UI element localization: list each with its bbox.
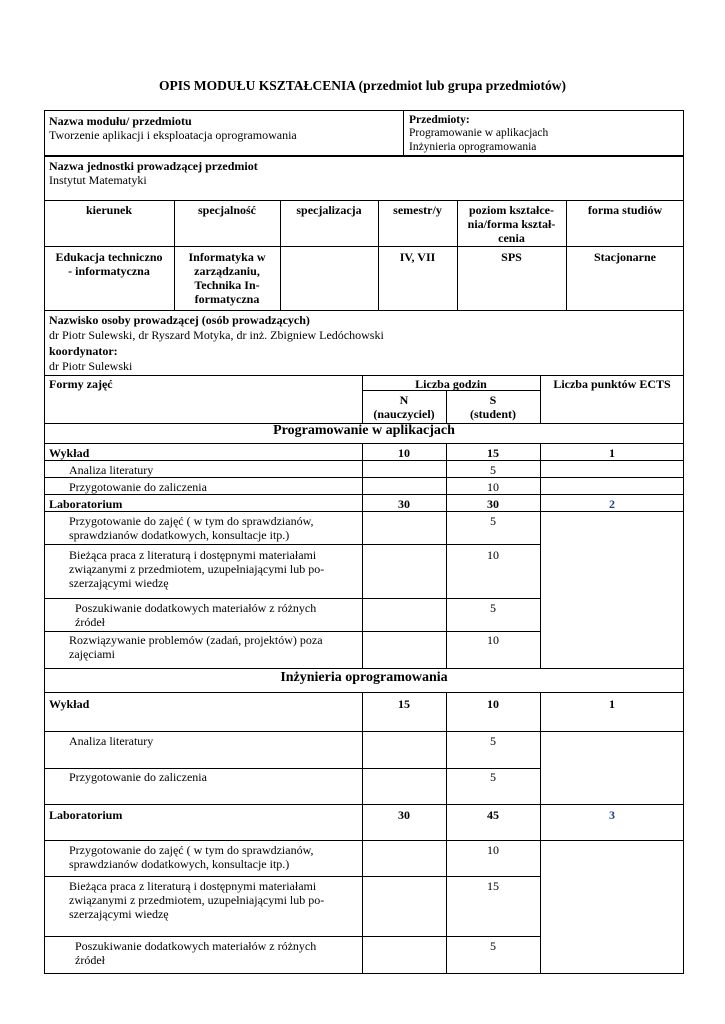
subject-2: Inżynieria oprogramowania	[409, 141, 537, 153]
s-header: S (student)	[469, 393, 516, 421]
page-title: OPIS MODUŁU KSZTAŁCENIA (przedmiot lub grupa przedmiotów)	[158, 78, 567, 93]
s2-lecture-item-2-s: 5	[490, 770, 496, 784]
s1-lecture-item-1-s: 5	[490, 463, 496, 477]
value-forma: Stacjonarne	[594, 250, 656, 264]
s2-lecture-item-1: Analiza literatury	[69, 734, 154, 748]
s1-lab-item-1: Przygotowanie do zajęć ( w tym do sprawdzianów, sprawdzianów dodatkowych, konsultacje itp.)	[69, 514, 314, 542]
s1-lab-item-3: Poszukiwanie dodatkowych materiałów z różnych źródeł	[75, 601, 317, 629]
s1-lecture-n: 10	[398, 446, 410, 460]
header-poziom: poziom kształce- nia/forma kształ- cenia	[467, 203, 556, 245]
module-name-value: Tworzenie aplikacji i eksploatacja oprogramowania	[49, 128, 297, 142]
s1-lab-ects: 2	[609, 497, 615, 511]
s2-lecture-ects: 1	[609, 697, 615, 711]
value-poziom: SPS	[501, 250, 522, 264]
s2-lab-item-1-s: 10	[487, 843, 499, 857]
s2-lecture-item-2: Przygotowanie do zaliczenia	[69, 770, 207, 784]
header-kierunek: kierunek	[85, 203, 132, 217]
s2-lab-item-2: Bieżąca praca z literaturą i dostępnymi materiałami związanymi z przedmiotem, uzupełniającymi lub po- szerzającymi wiedzę	[69, 879, 325, 921]
s2-lecture-label: Wykład	[49, 697, 90, 711]
s1-lecture-s: 15	[487, 446, 499, 460]
header-specjalnosc: specjalność	[198, 203, 256, 217]
s1-lecture-ects: 1	[609, 446, 615, 460]
subject-1: Programowanie w aplikacjach	[409, 127, 549, 139]
s1-lecture-label: Wykład	[49, 446, 90, 460]
s2-lecture-item-1-s: 5	[490, 734, 496, 748]
s2-lab-item-2-s: 15	[487, 879, 499, 893]
s2-lab-label: Laboratorium	[49, 808, 123, 822]
s1-lab-item-1-s: 5	[490, 514, 496, 528]
coordinator-label: koordynator:	[49, 344, 118, 358]
module-name-label: Nazwa modułu/ przedmiotu	[49, 114, 192, 128]
s1-lab-item-2-s: 10	[487, 548, 499, 562]
s2-lab-ects: 3	[609, 808, 615, 822]
s1-lab-s: 30	[487, 497, 499, 511]
s2-lab-item-3-s: 5	[490, 939, 496, 953]
s1-lab-n: 30	[398, 497, 410, 511]
section2-title: Inżynieria oprogramowania	[280, 670, 448, 685]
coordinator-name: dr Piotr Sulewski	[49, 359, 133, 373]
unit-label: Nazwa jednostki prowadzącej przedmiot	[49, 159, 258, 173]
s1-lecture-item-1: Analiza literatury	[69, 463, 154, 477]
s1-lab-label: Laboratorium	[49, 497, 123, 511]
s1-lab-item-3-s: 5	[490, 601, 496, 615]
value-kierunek: Edukacja techniczno - informatyczna	[55, 250, 163, 278]
s1-lab-item-4-s: 10	[487, 633, 499, 647]
teachers-names: dr Piotr Sulewski, dr Ryszard Motyka, dr inż. Zbigniew Ledóchowski	[49, 328, 384, 342]
teachers-label: Nazwisko osoby prowadzącej (osób prowadzących)	[49, 313, 310, 327]
ects-header: Liczba punktów ECTS	[553, 377, 671, 391]
unit-value: Instytut Matematyki	[49, 173, 147, 187]
s2-lecture-n: 15	[398, 697, 410, 711]
forms-header: Formy zajęć	[49, 377, 113, 391]
hours-header: Liczba godzin	[415, 377, 487, 391]
s1-lab-item-4: Rozwiązywanie problemów (zadań, projektów) poza zajęciami	[69, 633, 323, 661]
s1-lab-item-2: Bieżąca praca z literaturą i dostępnymi materiałami związanymi z przedmiotem, uzupełniającymi lub po- szerzającymi wiedzę	[69, 548, 325, 590]
n-header: N (nauczyciel)	[373, 393, 435, 421]
s2-lecture-s: 10	[487, 697, 499, 711]
s2-lab-item-1: Przygotowanie do zajęć ( w tym do sprawdzianów, sprawdzianów dodatkowych, konsultacje itp.)	[69, 843, 314, 871]
s2-lab-s: 45	[487, 808, 499, 822]
header-semestr: semestr/y	[393, 203, 442, 217]
header-specjalizacja: specjalizacja	[296, 203, 362, 217]
s2-lab-item-3: Poszukiwanie dodatkowych materiałów z różnych źródeł	[75, 939, 317, 967]
s2-lab-n: 30	[398, 808, 410, 822]
value-specjalnosc: Informatyka w zarządzaniu, Technika In- formatyczna	[188, 250, 266, 306]
subjects-label: Przedmioty:	[409, 114, 470, 126]
section1-title: Programowanie w aplikacjach	[273, 423, 455, 438]
value-semestr: IV, VII	[399, 250, 436, 264]
s1-lecture-item-2: Przygotowanie do zaliczenia	[69, 480, 207, 494]
s1-lecture-item-2-s: 10	[487, 480, 499, 494]
header-forma: forma studiów	[587, 203, 663, 217]
